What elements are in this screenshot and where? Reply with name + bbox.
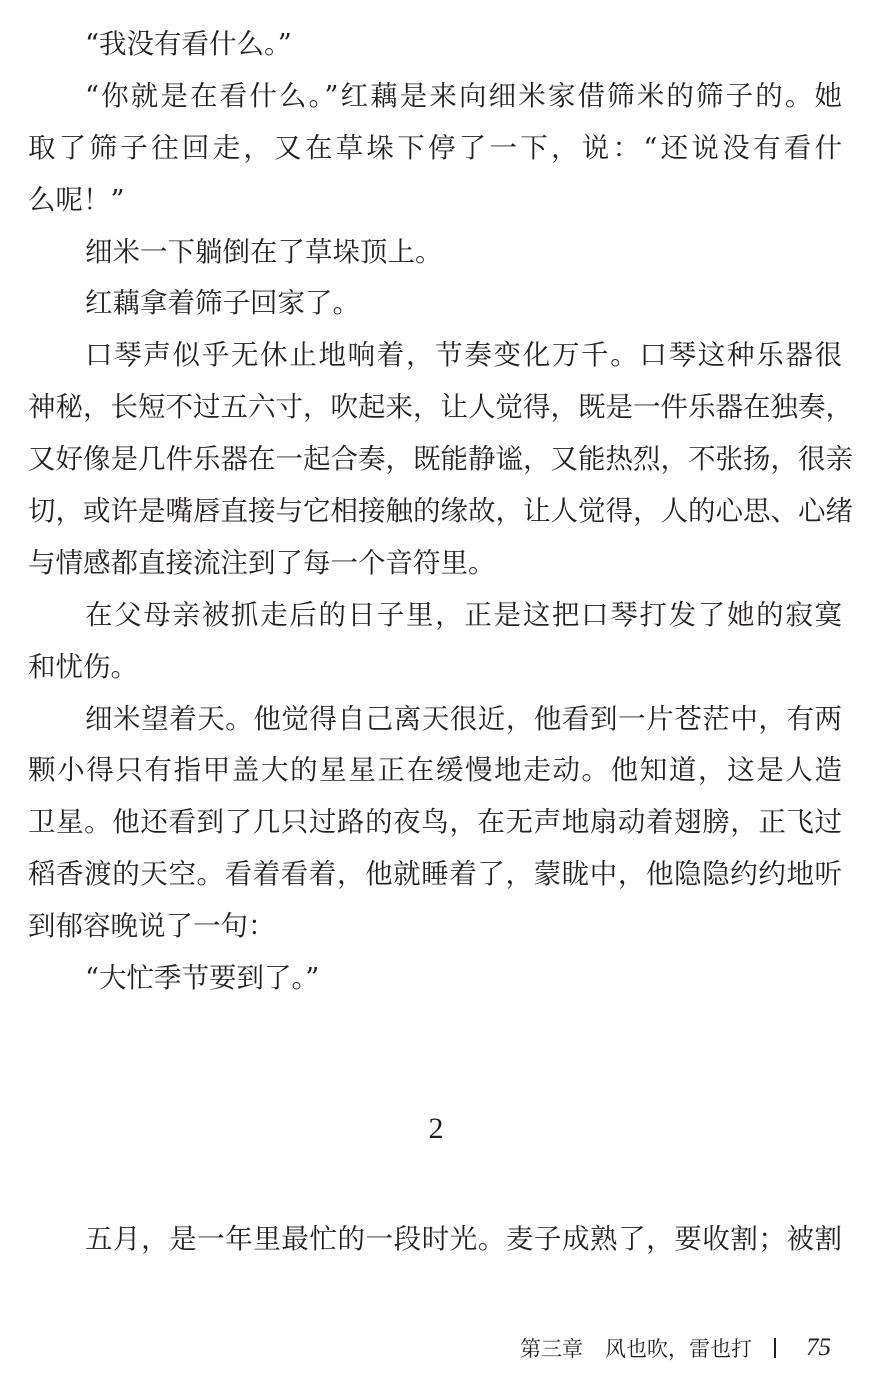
text-line: 卫星。他还看到了几只过路的夜鸟，在无声地扇动着翅膀，正飞过 — [28, 806, 842, 839]
page-number: 75 — [806, 1334, 831, 1361]
text-line: “你就是在看什么。”红藕是来向细米家借筛米的筛子的。她 — [85, 79, 842, 112]
text-line: 取了筛子往回走，又在草垛下停了一下，说：“还说没有看什 — [28, 131, 842, 164]
text-line: 细米一下躺倒在了草垛顶上。 — [85, 235, 443, 268]
text-line: 五月，是一年里最忙的一段时光。麦子成熟了，要收割；被割 — [85, 1223, 842, 1255]
text-line: 红藕拿着筛子回家了。 — [85, 287, 360, 320]
text-line: 与情感都直接流注到了每一个音符里。 — [28, 546, 496, 579]
chapter-title: 风也吹，雷也打 — [605, 1337, 752, 1361]
text-line: 口琴声似乎无休止地响着，节奏变化万千。口琴这种乐器很 — [85, 339, 842, 372]
text-line: 神秘，长短不过五六寸，吹起来，让人觉得，既是一件乐器在独奏， — [28, 391, 853, 424]
text-line: “大忙季节要到了。” — [85, 962, 320, 995]
text-line: 切，或许是嘴唇直接与它相接触的缘故，让人觉得，人的心思、心绪 — [28, 495, 853, 528]
text-line: 到郁容晚说了一句： — [28, 910, 276, 943]
text-line: 在父母亲被抓走后的日子里，正是这把口琴打发了她的寂寞 — [85, 598, 842, 631]
page-footer — [520, 1333, 831, 1363]
section-body — [28, 1214, 842, 1266]
body-text — [28, 19, 853, 1005]
section-number: 2 — [428, 1112, 444, 1145]
text-line: 颗小得只有指甲盖大的星星正在缓慢地走动。他知道，这是人造 — [28, 754, 842, 787]
footer-divider — [774, 1338, 776, 1358]
text-line: 细米望着天。他觉得自己离天很近，他看到一片苍茫中，有两 — [85, 702, 842, 735]
text-line: 么呢！” — [28, 183, 125, 216]
chapter-label: 第三章 — [520, 1337, 583, 1361]
text-line: 稻香渡的天空。看着看着，他就睡着了，蒙眬中，他隐隐约约地听 — [28, 858, 842, 891]
text-line: “我没有看什么。” — [85, 28, 292, 60]
text-line: 和忧伤。 — [28, 650, 138, 683]
text-line: 又好像是几件乐器在一起合奏，既能静谧，又能热烈，不张扬，很亲 — [28, 443, 853, 476]
